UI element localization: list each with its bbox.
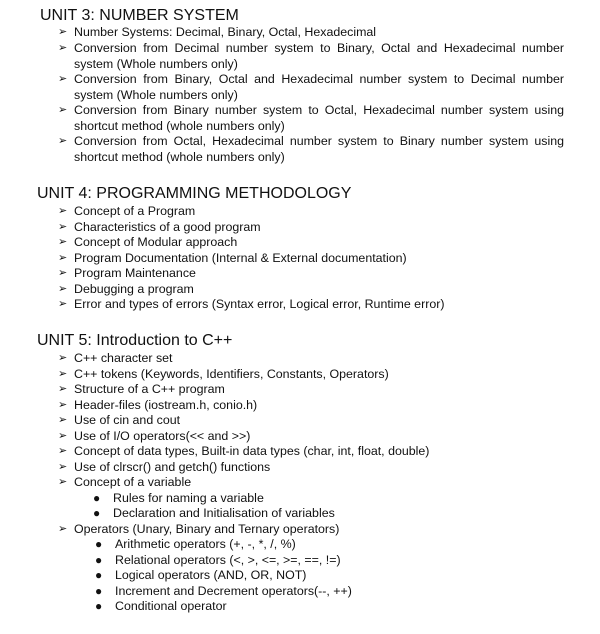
operator-subitem-4: ● Increment and Decrement operators(--, ++)	[95, 583, 352, 598]
unit4-item-4: ➢ Program Documentation (Internal & External documentation)	[58, 250, 407, 265]
unit3-item-2: ➢ Conversion from Decimal number system to Binary, Octal and Hexadecimal number system (Whole numbers only)	[58, 41, 564, 71]
arrow-bullet-icon: ➢	[58, 135, 68, 147]
round-bullet-icon: ●	[95, 583, 103, 598]
variable-subitem-2: ● Declaration and Initialisation of variables	[93, 506, 335, 520]
operator-subitem-3: ● Logical operators (AND, OR, NOT)	[95, 568, 307, 582]
round-bullet-icon: ●	[95, 568, 103, 582]
unit4-item-1: ➢ Concept of a Program	[58, 204, 196, 218]
unit4-title: UNIT 4: PROGRAMMING METHODOLOGY	[37, 185, 352, 202]
unit5-item-9: ➢ Concept of a variable	[58, 475, 192, 489]
arrow-bullet-icon: ➢	[58, 104, 68, 116]
unit5-item-8: ➢ Use of clrscr() and getch() functions	[58, 459, 271, 474]
arrow-bullet-icon: ➢	[58, 476, 68, 488]
arrow-bullet-icon: ➢	[58, 267, 68, 279]
unit4-item-3: ➢ Concept of Modular approach	[58, 235, 238, 249]
round-bullet-icon: ●	[95, 599, 103, 613]
unit4-item-6: ➢ Debugging a program	[58, 281, 194, 296]
unit3-title: UNIT 3: NUMBER SYSTEM	[40, 7, 239, 24]
arrow-bullet-icon: ➢	[58, 220, 68, 233]
arrow-bullet-icon: ➢	[58, 236, 68, 248]
arrow-bullet-icon: ➢	[58, 522, 68, 535]
unit5-item-5: ➢ Use of cin and cout	[58, 413, 181, 427]
arrow-bullet-icon: ➢	[58, 414, 68, 426]
operator-subitem-1: ● Arithmetic operators (+, -, *, /, %)	[95, 537, 296, 551]
unit5-item-1: ➢ C++ character set	[58, 351, 173, 365]
arrow-bullet-icon: ➢	[58, 42, 68, 54]
arrow-bullet-icon: ➢	[58, 367, 68, 380]
arrow-bullet-icon: ➢	[58, 282, 68, 295]
arrow-bullet-icon: ➢	[58, 73, 68, 85]
round-bullet-icon: ●	[93, 490, 101, 505]
arrow-bullet-icon: ➢	[58, 460, 68, 473]
unit4-item-7: ➢ Error and types of errors (Syntax error, Logical error, Runtime error)	[58, 297, 445, 311]
unit5-item-10: ➢ Operators (Unary, Binary and Ternary operators)	[58, 521, 340, 536]
arrow-bullet-icon: ➢	[58, 383, 68, 395]
unit3-item-3: ➢ Conversion from Binary, Octal and Hexadecimal number system to Decimal number system (Whole numbers only)	[58, 72, 564, 102]
operator-subitem-5: ● Conditional operator	[95, 599, 227, 613]
unit5-item-3: ➢ Structure of a C++ program	[58, 382, 225, 396]
arrow-bullet-icon: ➢	[58, 445, 68, 457]
arrow-bullet-icon: ➢	[58, 205, 68, 217]
unit3-item-1: ➢ Number Systems: Decimal, Binary, Octal, Hexadecimal	[58, 25, 377, 39]
arrow-bullet-icon: ➢	[58, 398, 68, 411]
unit4-item-5: ➢ Program Maintenance	[58, 266, 196, 280]
operator-subitem-2: ● Relational operators (<, >, <=, >=, ==, !=)	[95, 552, 341, 567]
round-bullet-icon: ●	[95, 552, 103, 567]
unit5-item-4: ➢ Header-files (iostream.h, conio.h)	[58, 397, 258, 412]
unit5-item-6: ➢ Use of I/O operators(<< and >>)	[58, 428, 251, 443]
unit4-item-2: ➢ Characteristics of a good program	[58, 219, 261, 234]
unit3-item-4: ➢ Conversion from Binary number system to Octal, Hexadecimal number system using shortcut method (whole numbers only)	[58, 103, 564, 133]
round-bullet-icon: ●	[93, 506, 101, 520]
arrow-bullet-icon: ➢	[58, 251, 68, 264]
unit3-item-5: ➢ Conversion from Octal, Hexadecimal number system to Binary number system using shortcut method (whole numbers only)	[58, 134, 564, 164]
unit5-item-7: ➢ Concept of data types, Built-in data types (char, int, float, double)	[58, 444, 430, 458]
unit5-title: UNIT 5: Introduction to C++	[37, 332, 233, 349]
round-bullet-icon: ●	[95, 537, 103, 551]
arrow-bullet-icon: ➢	[58, 26, 68, 38]
arrow-bullet-icon: ➢	[58, 298, 68, 310]
arrow-bullet-icon: ➢	[58, 429, 68, 442]
unit5-item-2: ➢ C++ tokens (Keywords, Identifiers, Constants, Operators)	[58, 366, 389, 381]
arrow-bullet-icon: ➢	[58, 352, 68, 364]
variable-subitem-1: ● Rules for naming a variable	[93, 490, 264, 505]
